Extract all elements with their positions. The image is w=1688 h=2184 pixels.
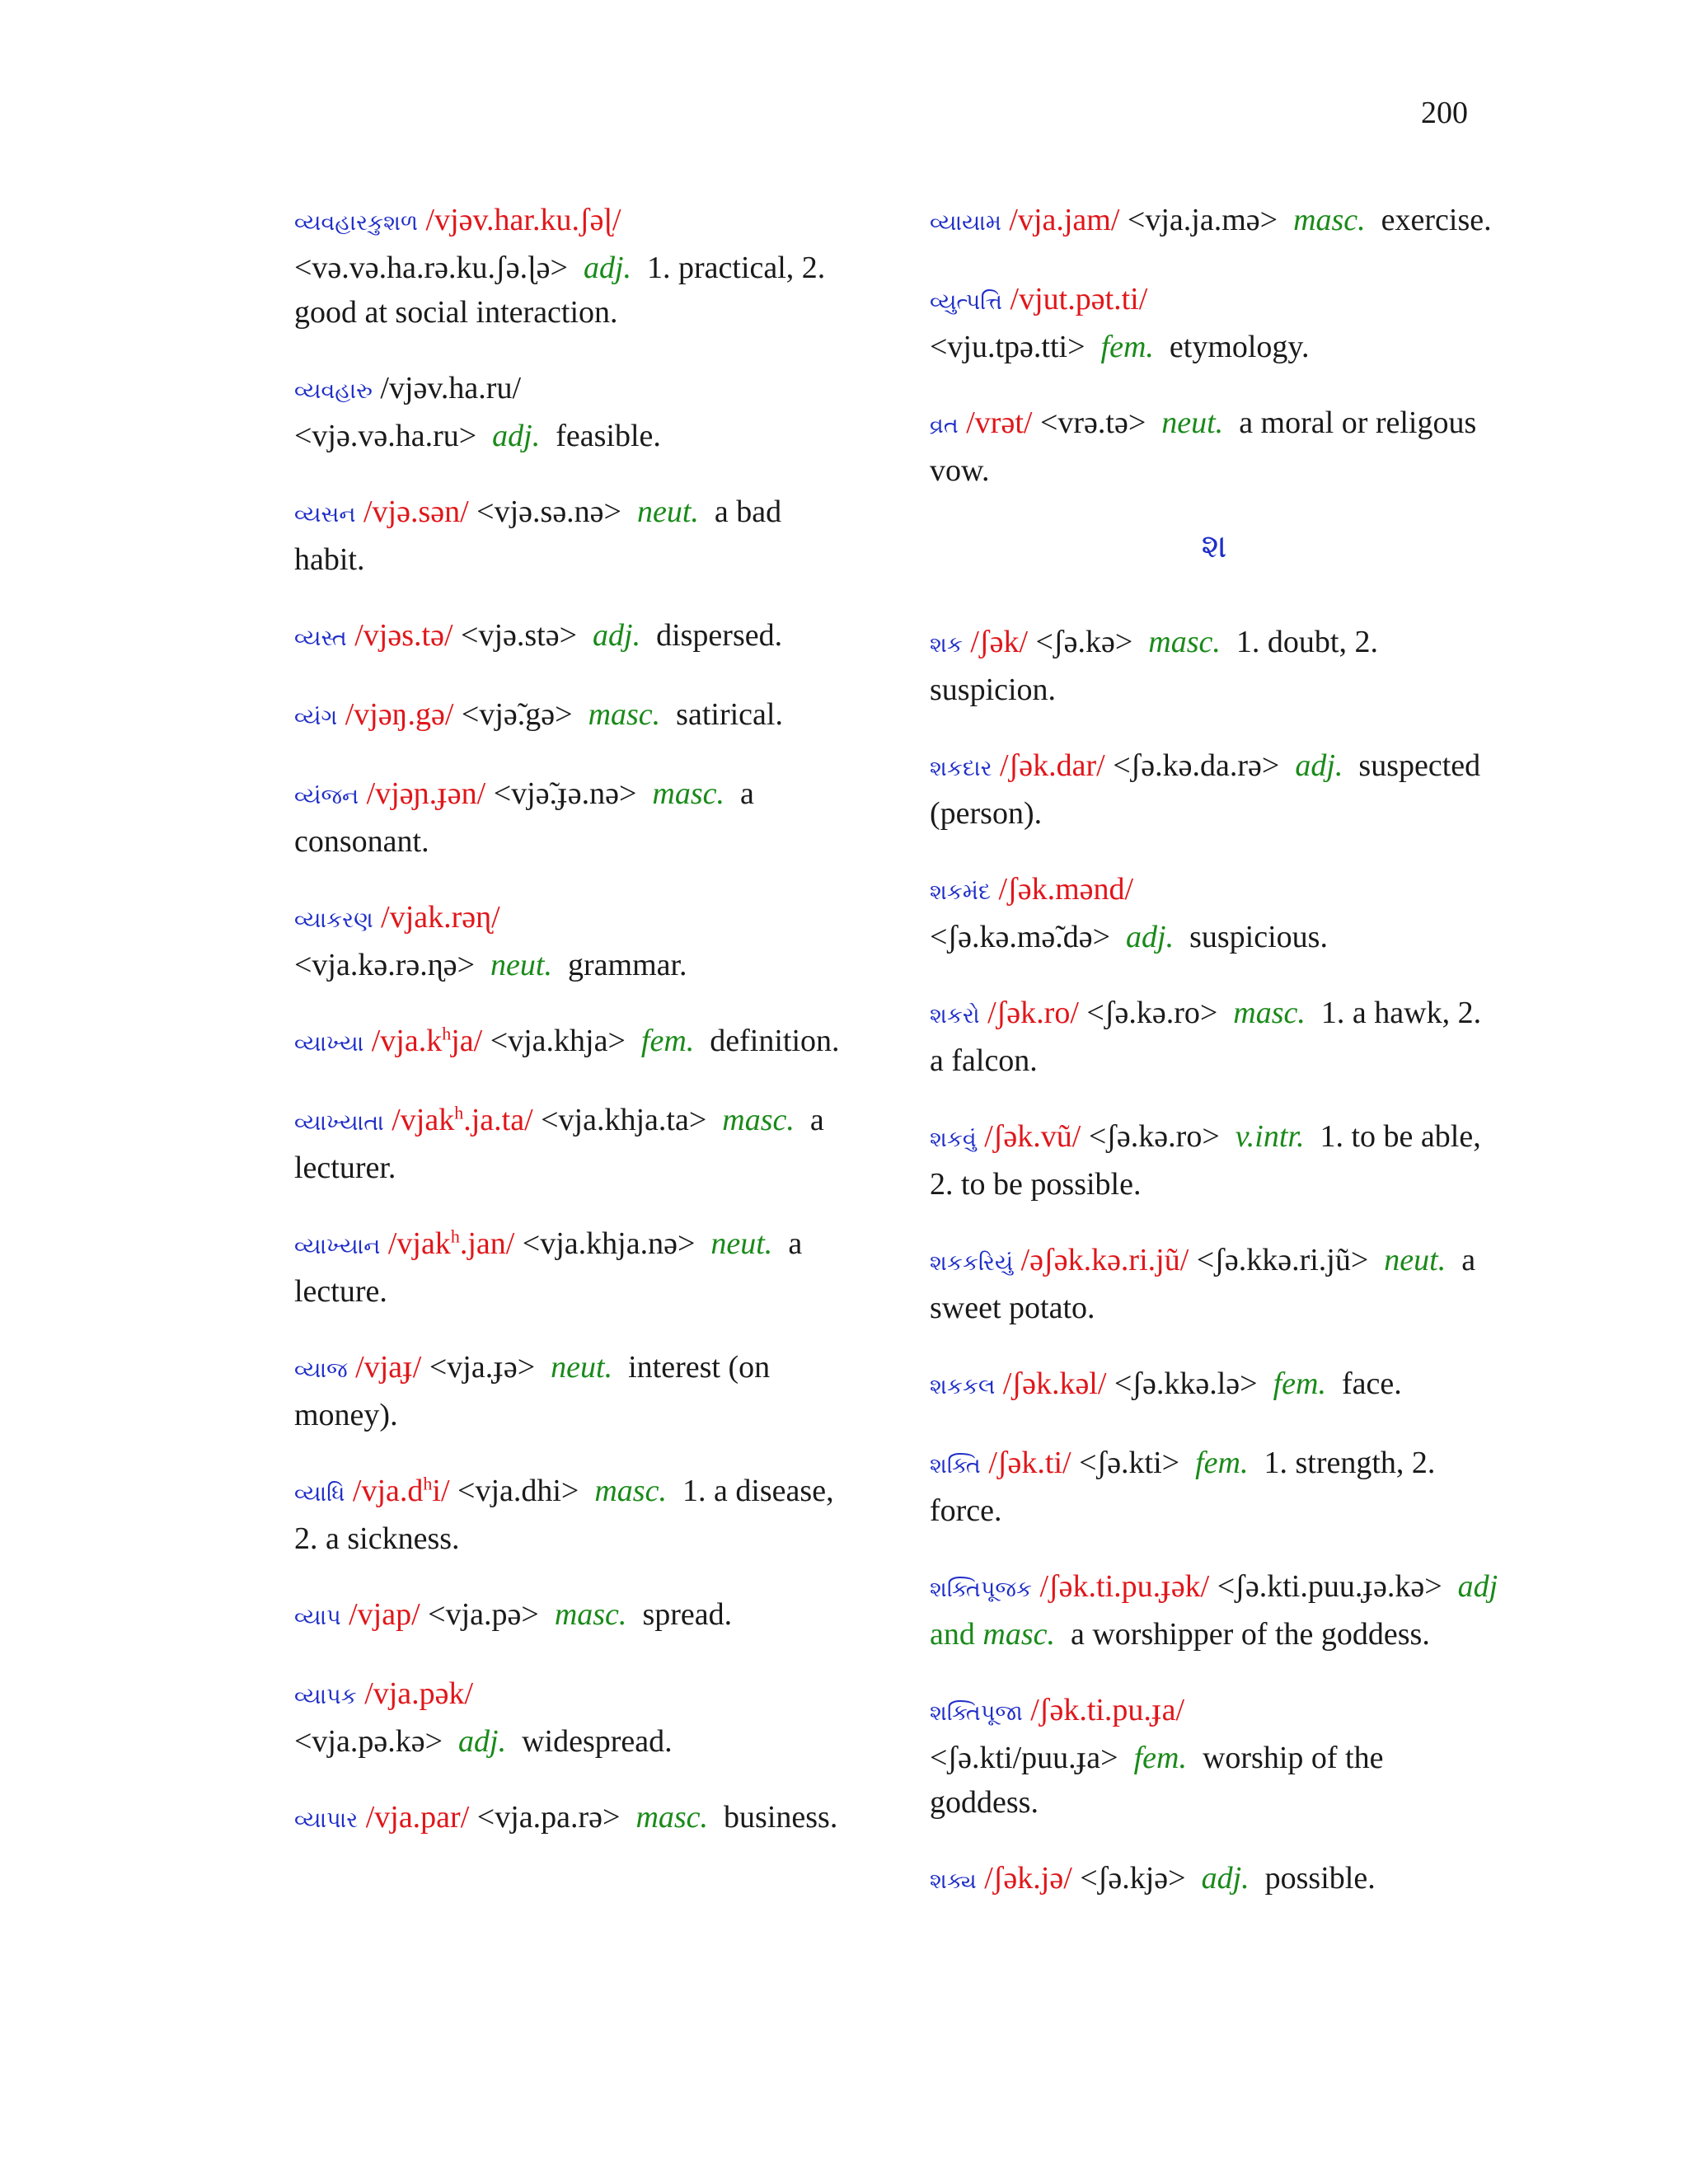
dictionary-entry	[294, 1671, 855, 1764]
definition: satirical.	[676, 697, 783, 732]
definition: 1. a hawk, 2. a falcon.	[930, 996, 1482, 1078]
definition: 1. to be able, 2. to be possible.	[930, 1119, 1481, 1202]
dictionary-entry	[930, 198, 1498, 246]
ipa-pronunciation: /vjəŋ.gə/	[345, 697, 454, 732]
dictionary-entry	[294, 895, 855, 987]
headword: શકમંદ	[930, 879, 992, 905]
dictionary-entry	[294, 1469, 855, 1561]
right-column-bottom-entries	[930, 620, 1498, 1904]
definition: etymology.	[1169, 330, 1310, 364]
transliteration: <vjə̃.gə>	[461, 697, 573, 732]
ipa-pronunciation: /vjap/	[349, 1597, 420, 1632]
definition: a consonant.	[294, 776, 754, 859]
dictionary-entry	[930, 1688, 1498, 1825]
ipa-aspiration: h	[454, 1102, 464, 1123]
headword: વ્યાખ્યાતા	[294, 1110, 384, 1136]
headword: શકરો	[930, 1003, 980, 1029]
transliteration: <vja.khja.nə>	[522, 1226, 696, 1261]
definition: a moral or religous vow.	[930, 405, 1477, 488]
part-of-speech: neut.	[636, 494, 699, 529]
transliteration: <vja.khja.ta>	[541, 1103, 707, 1137]
transliteration: <ʃə.kə.ro>	[1088, 1119, 1220, 1154]
ipa-pronunciation	[353, 1474, 450, 1508]
ipa-part: /vjak	[387, 1226, 451, 1261]
headword: વ્યંજન	[294, 784, 359, 809]
transliteration: <ʃə.kə>	[1035, 625, 1133, 659]
section-letter: શ	[1201, 527, 1227, 565]
transliteration: <vja.pə>	[428, 1597, 539, 1632]
part-of-speech: masc.	[635, 1800, 709, 1835]
right-column-top-entries	[930, 198, 1498, 493]
ipa-pronunciation	[372, 1024, 482, 1058]
headword: વ્યાપાર	[294, 1807, 359, 1833]
transliteration: <və.və.ha.rə.ku.ʃə.ɭə>	[294, 251, 568, 285]
headword: વ્યાપક	[294, 1684, 357, 1709]
ipa-pronunciation: /ʃək.kəl/	[1002, 1366, 1107, 1401]
dictionary-entry	[294, 1795, 855, 1843]
part-of-speech-extra: masc.	[982, 1617, 1055, 1652]
headword: વ્યાકરણ	[294, 907, 373, 933]
ipa-pronunciation: /vjak.rəɳ/	[381, 900, 500, 935]
ipa-pronunciation: /vjəv.ha.ru/	[380, 371, 521, 405]
ipa-part: /vja.k	[371, 1024, 443, 1058]
part-of-speech: masc.	[594, 1474, 667, 1508]
transliteration: <vrə.tə>	[1039, 405, 1146, 440]
definition: exercise.	[1381, 203, 1492, 237]
ipa-pronunciation: /vjəv.har.ku.ʃəɭ/	[425, 203, 621, 237]
transliteration: <ʃə.kkə.lə>	[1114, 1366, 1258, 1401]
headword: વ્યાપ	[294, 1605, 341, 1630]
part-of-speech: neut.	[551, 1350, 613, 1385]
definition: widespread.	[522, 1724, 673, 1759]
definition: 1. a disease, 2. a sickness.	[294, 1474, 834, 1556]
ipa-pronunciation: /vrət/	[966, 405, 1033, 440]
part-of-speech: adj.	[583, 251, 631, 285]
definition: a worshipper of the goddess.	[1070, 1617, 1430, 1652]
part-of-speech: adj.	[1126, 920, 1175, 954]
dictionary-entry	[930, 867, 1498, 959]
dictionary-entry	[294, 613, 855, 661]
part-of-speech: adj.	[1295, 748, 1343, 783]
dictionary-entry	[930, 1441, 1498, 1533]
ipa-pronunciation: /vjut.pət.ti/	[1010, 282, 1148, 316]
transliteration: <vja.ɟə>	[429, 1350, 536, 1385]
definition: 1. strength, 2. force.	[930, 1446, 1436, 1528]
headword: વ્યાયામ	[930, 210, 1001, 236]
dictionary-entry	[930, 277, 1498, 369]
definition: 1. practical, 2. good at social interaction.	[294, 251, 826, 330]
definition: a bad habit.	[294, 494, 782, 577]
transliteration: <vja.pə.kə>	[294, 1724, 443, 1759]
definition: feasible.	[556, 419, 661, 453]
headword: શકકલ	[930, 1374, 996, 1399]
part-of-speech: fem.	[1273, 1366, 1326, 1401]
part-of-speech: masc.	[1233, 996, 1306, 1030]
definition: suspicious.	[1189, 920, 1328, 954]
ipa-part: /vja.d	[352, 1474, 424, 1508]
dictionary-entry	[930, 620, 1498, 712]
definition: spread.	[642, 1597, 733, 1632]
dictionary-entry	[294, 692, 855, 740]
definition: face.	[1341, 1366, 1402, 1401]
ipa-pronunciation: /vjə.sən/	[363, 494, 469, 529]
headword: વ્યાધિ	[294, 1481, 345, 1507]
transliteration: <ʃə.kjə>	[1080, 1861, 1186, 1896]
definition: dispersed.	[656, 618, 783, 653]
ipa-pronunciation: /vjəs.tə/	[354, 618, 453, 653]
ipa-pronunciation	[388, 1226, 514, 1261]
transliteration: <ʃə.kə.ro>	[1086, 996, 1218, 1030]
part-of-speech: neut.	[710, 1226, 773, 1261]
transliteration: <vjə̃.ɟə.nə>	[493, 776, 637, 811]
dictionary-entry	[930, 1114, 1498, 1207]
part-of-speech: adj.	[593, 618, 641, 653]
dictionary-entry	[930, 1856, 1498, 1904]
headword: વ્યસન	[294, 502, 356, 527]
transliteration: <ʃə.kə.da.rə>	[1113, 748, 1280, 783]
part-of-speech: fem.	[640, 1024, 695, 1058]
ipa-pronunciation: /ʃək.dar/	[1000, 748, 1105, 783]
part-of-speech: masc.	[588, 697, 661, 732]
headword: વ્યસ્ત	[294, 626, 347, 651]
dictionary-entry	[930, 991, 1498, 1083]
ipa-pronunciation: /vja.pək/	[364, 1676, 474, 1711]
ipa-pronunciation: /ʃək.jə/	[984, 1861, 1072, 1896]
part-of-speech: masc.	[722, 1103, 795, 1137]
headword: શક્ય	[930, 1868, 977, 1894]
part-of-speech: neut.	[1161, 405, 1224, 440]
transliteration: <ʃə.kə.mə̃.də>	[930, 920, 1111, 954]
ipa-part: /vjak	[392, 1103, 455, 1137]
transliteration: <vju.tpə.tti>	[930, 330, 1085, 364]
headword: વ્યુત્પત્તિ	[930, 289, 1003, 315]
ipa-pronunciation: /vjaɟ/	[355, 1350, 422, 1385]
ipa-aspiration: h	[450, 1226, 460, 1247]
headword: શકવું	[930, 1127, 977, 1152]
part-of-speech: fem.	[1100, 330, 1154, 364]
transliteration: <ʃə.kti.puu.ɟə.kə>	[1217, 1569, 1442, 1604]
ipa-pronunciation: /ʃək.ro/	[987, 996, 1079, 1030]
transliteration: <ʃə.kti>	[1079, 1446, 1180, 1480]
headword: શક્તિપૂજક	[930, 1577, 1032, 1602]
ipa-pronunciation: /ʃək.ti/	[988, 1446, 1071, 1480]
headword: વ્યાખ્યા	[294, 1031, 364, 1057]
ipa-pronunciation: /vja.jam/	[1009, 203, 1120, 237]
ipa-pronunciation: /ʃək.ti.pu.ɟək/	[1039, 1569, 1210, 1604]
ipa-aspiration: h	[442, 1023, 452, 1044]
definition: business.	[724, 1800, 838, 1835]
definition: definition.	[710, 1024, 840, 1058]
left-column	[294, 198, 855, 1874]
dictionary-entry	[294, 1019, 855, 1066]
transliteration: <vjə.stə>	[461, 618, 578, 653]
dictionary-entry	[294, 1345, 855, 1437]
ipa-pronunciation: /ʃək.mənd/	[998, 872, 1134, 907]
dictionary-entry	[294, 1592, 855, 1640]
definition: worship of the goddess.	[930, 1741, 1384, 1820]
part-of-speech: masc.	[1293, 203, 1366, 237]
page-number: 200	[1421, 96, 1468, 130]
ipa-pronunciation: /ʃək.ti.pu.ɟa/	[1030, 1693, 1185, 1727]
ipa-part: .ja.ta/	[463, 1103, 533, 1137]
transliteration: <vjə.sə.nə>	[476, 494, 621, 529]
headword: શકકરિયું	[930, 1250, 1014, 1276]
definition: a lecturer.	[294, 1103, 824, 1185]
dictionary-entry	[294, 198, 855, 335]
transliteration: <vja.khja>	[490, 1024, 626, 1058]
dictionary-entry	[930, 1238, 1498, 1330]
dictionary-entry	[294, 1221, 855, 1314]
ipa-pronunciation: /ʃək.vũ/	[984, 1119, 1081, 1154]
transliteration: <vja.ja.mə>	[1127, 203, 1278, 237]
part-of-speech: fem.	[1195, 1446, 1249, 1480]
headword: વ્યાખ્યાન	[294, 1234, 381, 1259]
ipa-pronunciation: /ʃək/	[970, 625, 1029, 659]
part-of-speech: masc.	[652, 776, 724, 811]
dictionary-entry	[930, 1361, 1498, 1409]
ipa-pronunciation: /əʃək.kə.ri.jũ/	[1020, 1243, 1189, 1277]
right-column	[930, 198, 1498, 1935]
part-of-speech: adj.	[1201, 1861, 1250, 1896]
part-of-speech: masc.	[554, 1597, 627, 1632]
part-of-speech: masc.	[1148, 625, 1221, 659]
dictionary-entry	[930, 743, 1498, 836]
headword: વ્રત	[930, 413, 959, 438]
definition: a sweet potato.	[930, 1243, 1476, 1325]
headword: શક્તિ	[930, 1453, 981, 1479]
dictionary-entry	[930, 1564, 1498, 1657]
dictionary-entry	[294, 366, 855, 458]
headword: શક્તિપૂજા	[930, 1700, 1023, 1726]
ipa-pronunciation: /vja.par/	[365, 1800, 470, 1835]
transliteration: <vjə.və.ha.ru>	[294, 419, 477, 453]
definition: 1. doubt, 2. suspicion.	[930, 625, 1378, 707]
transliteration: <vja.pa.rə>	[476, 1800, 621, 1835]
ipa-part: i/	[432, 1474, 450, 1508]
dictionary-entry	[930, 401, 1498, 493]
transliteration: <vja.kə.rə.ɳə>	[294, 948, 476, 982]
part-of-speech: neut.	[1384, 1243, 1447, 1277]
definition: interest (on money).	[294, 1350, 771, 1432]
dictionary-entry	[294, 490, 855, 582]
ipa-aspiration: h	[423, 1473, 433, 1494]
transliteration: <ʃə.kkə.ri.jũ>	[1196, 1243, 1369, 1277]
ipa-pronunciation	[392, 1103, 532, 1137]
headword: વ્યવહારુ	[294, 378, 373, 404]
dictionary-entry	[294, 1098, 855, 1190]
headword: વ્યવહારકુશળ	[294, 210, 419, 236]
transliteration: <ʃə.kti/puu.ɟa>	[930, 1741, 1118, 1775]
part-of-speech: v.intr.	[1235, 1119, 1305, 1154]
definition: a lecture.	[294, 1226, 803, 1309]
ipa-part: ja/	[451, 1024, 483, 1058]
definition: suspected (person).	[930, 748, 1481, 831]
headword: શક	[930, 632, 963, 658]
definition: grammar.	[567, 948, 687, 982]
part-of-speech: adj	[1457, 1569, 1498, 1604]
headword: શકદાર	[930, 756, 992, 781]
part-of-speech: adj.	[492, 419, 541, 453]
part-of-speech-conjunction: and	[930, 1617, 975, 1652]
ipa-part: .jan/	[459, 1226, 515, 1261]
part-of-speech: adj.	[458, 1724, 507, 1759]
part-of-speech: neut.	[490, 948, 552, 982]
part-of-speech: fem.	[1133, 1741, 1187, 1775]
definition: possible.	[1264, 1861, 1376, 1896]
ipa-pronunciation: /vjəɲ.ɟən/	[366, 776, 486, 811]
headword: વ્યંગ	[294, 705, 338, 730]
headword: વ્યાજ	[294, 1357, 348, 1383]
transliteration: <vja.dhi>	[457, 1474, 579, 1508]
dictionary-entry	[294, 771, 855, 864]
